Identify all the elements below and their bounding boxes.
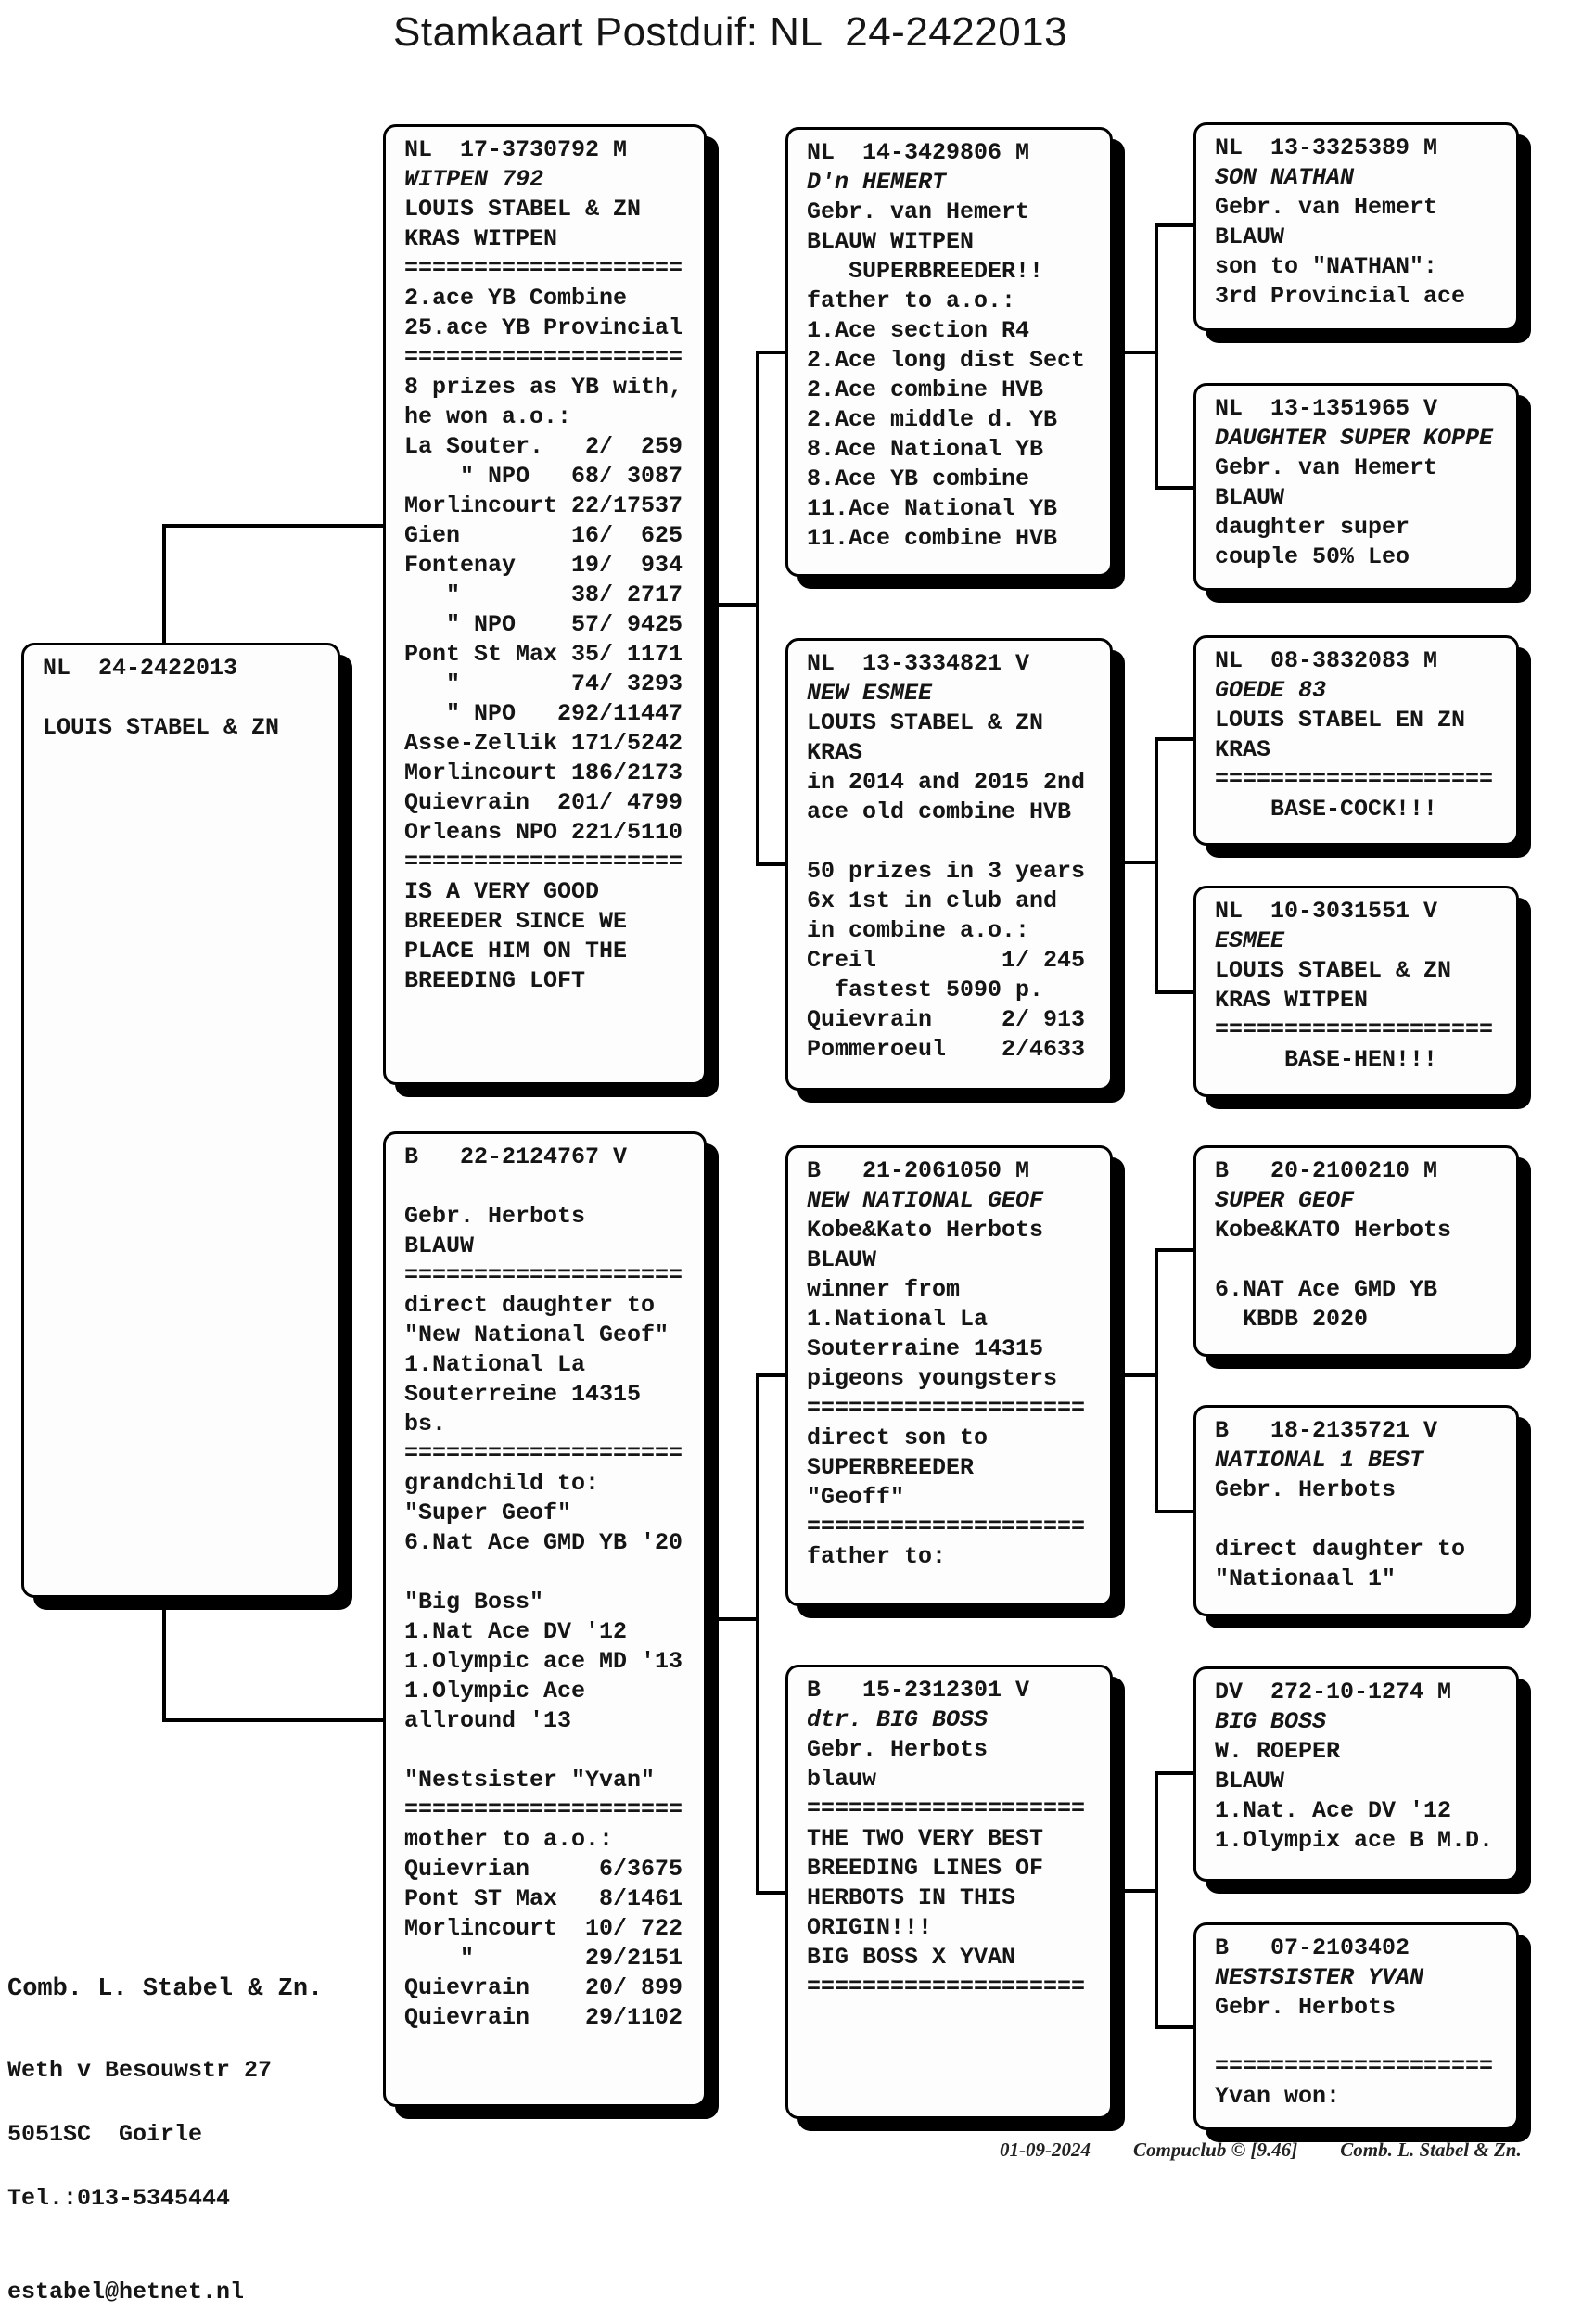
contact-address-city: 5051SC Goirle bbox=[7, 2121, 203, 2148]
connector-line bbox=[756, 1373, 787, 1377]
footer-owner: Comb. L. Stabel & Zn. bbox=[1340, 2139, 1522, 2161]
pedigree-line bbox=[1215, 1245, 1509, 1275]
connector-line bbox=[707, 603, 756, 607]
pedigree-line: " 74/ 3293 bbox=[404, 670, 683, 697]
pedigree-line: Gebr. van Hemert bbox=[1215, 194, 1438, 221]
pedigree-line: "Nestsister "Yvan" bbox=[404, 1767, 656, 1794]
pedigree-line: ==================== bbox=[807, 1973, 1086, 2000]
pedigree-line: direct daughter to bbox=[404, 1292, 656, 1319]
connector-line bbox=[1113, 351, 1155, 354]
pedigree-line: in 2014 and 2015 2nd bbox=[807, 769, 1086, 796]
pedigree-line: father to a.o.: bbox=[807, 287, 1016, 314]
pedigree-line: ==================== bbox=[1215, 766, 1494, 793]
pedigree-line: Gebr. Herbots bbox=[1215, 1476, 1397, 1503]
pedigree-line: BLAUW bbox=[1215, 484, 1285, 511]
pedigree-line: 6.NAT Ace GMD YB bbox=[1215, 1276, 1438, 1303]
pedigree-line: BLAUW bbox=[404, 1232, 475, 1259]
pedigree-line: 8.Ace National YB bbox=[807, 436, 1044, 463]
pedigree-box-subject bbox=[21, 643, 340, 1598]
pedigree-line: Morlincourt 22/17537 bbox=[404, 492, 683, 519]
pedigree-line: pigeons youngsters bbox=[807, 1365, 1058, 1392]
pedigree-line: daughter super bbox=[1215, 514, 1410, 541]
pedigree-line: PLACE HIM ON THE bbox=[404, 938, 628, 964]
pedigree-line: Quievrain 2/ 913 bbox=[807, 1006, 1086, 1033]
pedigree-line: GOEDE 83 bbox=[1215, 677, 1327, 704]
pedigree-line: Gebr. van Hemert bbox=[807, 198, 1030, 225]
pedigree-line: dtr. BIG BOSS bbox=[807, 1706, 989, 1733]
pedigree-line: direct daughter to bbox=[1215, 1536, 1466, 1563]
pedigree-line: La Souter. 2/ 259 bbox=[404, 433, 683, 460]
pedigree-line: couple 50% Leo bbox=[1215, 543, 1410, 570]
connector-line bbox=[756, 351, 759, 866]
pedigree-line: B 22-2124767 V bbox=[404, 1143, 628, 1170]
pedigree-line: 8.Ace YB combine bbox=[807, 466, 1030, 492]
pedigree-line: 11.Ace National YB bbox=[807, 495, 1058, 522]
pedigree-line: 25.ace YB Provincial bbox=[404, 314, 683, 341]
connector-line bbox=[756, 1373, 759, 1895]
pedigree-box-greatgrandparent-2 bbox=[1193, 383, 1519, 591]
pedigree-line: winner from bbox=[807, 1276, 961, 1303]
connector-line bbox=[756, 862, 787, 866]
pedigree-line: LOUIS STABEL & ZN bbox=[404, 196, 642, 223]
pedigree-line: NL 14-3429806 M bbox=[807, 139, 1030, 166]
pedigree-line: SUPER GEOF bbox=[1215, 1187, 1355, 1214]
pedigree-line: 1.Olympic ace MD '13 bbox=[404, 1648, 683, 1675]
pedigree-box-greatgrandparent-1 bbox=[1193, 122, 1519, 331]
pedigree-line: ==================== bbox=[807, 1395, 1086, 1422]
pedigree-line: Quievrain 29/1102 bbox=[404, 2004, 683, 2031]
pedigree-box-greatgrandparent-7 bbox=[1193, 1666, 1519, 1882]
pedigree-box-grandfather-maternal bbox=[785, 1145, 1113, 1606]
pedigree-line: Pont ST Max 8/1461 bbox=[404, 1885, 683, 1912]
connector-line bbox=[1113, 861, 1155, 864]
pedigree-line: BASE-HEN!!! bbox=[1215, 1046, 1438, 1073]
pedigree-line: NL 24-2422013 bbox=[43, 655, 238, 682]
pedigree-line: 1.National La bbox=[404, 1351, 586, 1378]
connector-line bbox=[1155, 1248, 1158, 1513]
pedigree-line: Fontenay 19/ 934 bbox=[404, 552, 683, 579]
pedigree-line: NEW ESMEE bbox=[807, 680, 933, 707]
pedigree-line: " 29/2151 bbox=[404, 1945, 683, 1972]
pedigree-line: 2.Ace middle d. YB bbox=[807, 406, 1058, 433]
pedigree-line: KRAS bbox=[807, 739, 863, 766]
pedigree-line: DV 272-10-1274 M bbox=[1215, 1679, 1452, 1705]
pedigree-line: B 18-2135721 V bbox=[1215, 1417, 1438, 1444]
pedigree-line: "Super Geof" bbox=[404, 1500, 572, 1526]
pedigree-line: NL 13-3325389 M bbox=[1215, 134, 1438, 161]
pedigree-line: KRAS bbox=[1215, 736, 1271, 763]
pedigree-line: ==================== bbox=[1215, 2053, 1494, 2080]
connector-line bbox=[1155, 1510, 1193, 1513]
pedigree-line: son to "NATHAN": bbox=[1215, 253, 1438, 280]
pedigree-line: Pommeroeul 2/4633 bbox=[807, 1036, 1086, 1063]
pedigree-line: Gebr. Herbots bbox=[404, 1203, 586, 1230]
pedigree-line: 1.Olympix ace B M.D. bbox=[1215, 1827, 1494, 1854]
pedigree-line: 1.Ace section R4 bbox=[807, 317, 1030, 344]
pedigree-line: 11.Ace combine HVB bbox=[807, 525, 1058, 552]
pedigree-line: Gien 16/ 625 bbox=[404, 522, 683, 549]
pedigree-line: B 21-2061050 M bbox=[807, 1157, 1030, 1184]
pedigree-line: " NPO 292/11447 bbox=[404, 700, 683, 727]
pedigree-line: allround '13 bbox=[404, 1707, 572, 1734]
pedigree-line bbox=[404, 1172, 696, 1202]
pedigree-line: Quievrian 6/3675 bbox=[404, 1856, 683, 1883]
connector-line bbox=[1155, 1248, 1193, 1252]
pedigree-line: "New National Geof" bbox=[404, 1322, 670, 1348]
pedigree-box-grandmother-paternal bbox=[785, 638, 1113, 1091]
pedigree-line: NEW NATIONAL GEOF bbox=[807, 1187, 1044, 1214]
pedigree-line: BLAUW bbox=[807, 1246, 877, 1273]
pedigree-line: THE TWO VERY BEST bbox=[807, 1825, 1044, 1852]
connector-line bbox=[162, 524, 166, 646]
pedigree-line: 3rd Provincial ace bbox=[1215, 283, 1466, 310]
pedigree-box-father bbox=[383, 124, 707, 1085]
pedigree-line bbox=[404, 1736, 696, 1766]
pedigree-line: in combine a.o.: bbox=[807, 917, 1030, 944]
pedigree-line: LOUIS STABEL & ZN bbox=[807, 709, 1044, 736]
pedigree-line: WITPEN 792 bbox=[404, 166, 544, 193]
pedigree-line: BIG BOSS X YVAN bbox=[807, 1944, 1016, 1971]
pedigree-line: 2.Ace combine HVB bbox=[807, 377, 1044, 403]
pedigree-line: Gebr. Herbots bbox=[807, 1736, 989, 1763]
pedigree-line: ==================== bbox=[404, 1440, 683, 1467]
pedigree-line: mother to a.o.: bbox=[404, 1826, 614, 1853]
pedigree-line: Souterraine 14315 bbox=[807, 1335, 1044, 1362]
pedigree-line: fastest 5090 p. bbox=[807, 977, 1044, 1003]
connector-line bbox=[1155, 737, 1193, 741]
pedigree-line: ==================== bbox=[807, 1513, 1086, 1540]
pedigree-line: NL 08-3832083 M bbox=[1215, 647, 1438, 674]
pedigree-box-grandfather-paternal bbox=[785, 127, 1113, 577]
contact-address-street: Weth v Besouwstr 27 bbox=[7, 2057, 273, 2084]
pedigree-line: ==================== bbox=[404, 1262, 683, 1289]
connector-line bbox=[1155, 223, 1193, 227]
pedigree-line: ESMEE bbox=[1215, 927, 1285, 954]
contact-block bbox=[7, 1940, 323, 2324]
pedigree-line: NL 13-3334821 V bbox=[807, 650, 1030, 677]
connector-line bbox=[162, 1596, 166, 1722]
pedigree-line: NL 13-1351965 V bbox=[1215, 395, 1438, 422]
pedigree-line: IS A VERY GOOD bbox=[404, 878, 600, 905]
page-title: Stamkaart Postduif: NL 24-2422013 bbox=[393, 9, 1068, 55]
pedigree-line: Morlincourt 186/2173 bbox=[404, 760, 683, 786]
pedigree-line bbox=[1215, 2023, 1509, 2052]
connector-line bbox=[707, 1617, 756, 1621]
pedigree-line: 1.Nat Ace DV '12 bbox=[404, 1618, 628, 1645]
pedigree-line bbox=[404, 1558, 696, 1588]
pedigree-box-greatgrandparent-6 bbox=[1193, 1405, 1519, 1616]
pedigree-line: DAUGHTER SUPER KOPPE bbox=[1215, 425, 1494, 452]
pedigree-line bbox=[43, 683, 330, 713]
pedigree-line: 8 prizes as YB with, bbox=[404, 374, 683, 401]
pedigree-line: 2.ace YB Combine bbox=[404, 285, 628, 312]
pedigree-line: BLAUW WITPEN bbox=[807, 228, 975, 255]
pedigree-line: NL 17-3730792 M bbox=[404, 136, 628, 163]
pedigree-box-mother bbox=[383, 1131, 707, 2107]
footer-date: 01-09-2024 bbox=[1000, 2139, 1091, 2161]
pedigree-line: 6.Nat Ace GMD YB '20 bbox=[404, 1529, 683, 1556]
pedigree-line: "Nationaal 1" bbox=[1215, 1565, 1397, 1592]
connector-line bbox=[1113, 1889, 1155, 1893]
pedigree-line: Gebr. van Hemert bbox=[1215, 454, 1438, 481]
pedigree-line: LOUIS STABEL & ZN bbox=[1215, 957, 1452, 984]
pedigree-line: 2.Ace long dist Sect bbox=[807, 347, 1086, 374]
pedigree-line: BREEDING LINES OF bbox=[807, 1855, 1044, 1882]
connector-line bbox=[756, 1891, 787, 1895]
pedigree-line: Orleans NPO 221/5110 bbox=[404, 819, 683, 846]
pedigree-line bbox=[1215, 1505, 1509, 1535]
pedigree-line: " NPO 57/ 9425 bbox=[404, 611, 683, 638]
pedigree-line: ==================== bbox=[404, 849, 683, 875]
pedigree-line: B 15-2312301 V bbox=[807, 1677, 1030, 1704]
contact-phone: Tel.:013-5345444 bbox=[7, 2185, 231, 2212]
pedigree-line: BREEDER SINCE WE bbox=[404, 908, 628, 935]
connector-line bbox=[1155, 1771, 1193, 1775]
pedigree-line: SON NATHAN bbox=[1215, 164, 1355, 191]
pedigree-line: Kobe&KATO Herbots bbox=[1215, 1217, 1452, 1244]
pedigree-line: 50 prizes in 3 years bbox=[807, 858, 1086, 885]
pedigree-line: ORIGIN!!! bbox=[807, 1914, 933, 1941]
pedigree-line: Asse-Zellik 171/5242 bbox=[404, 730, 683, 757]
pedigree-line: Quievrain 20/ 899 bbox=[404, 1974, 683, 2001]
pedigree-line: NESTSISTER YVAN bbox=[1215, 1964, 1424, 1991]
pedigree-line: "Geoff" bbox=[807, 1484, 905, 1511]
pedigree-line: " 38/ 2717 bbox=[404, 581, 683, 608]
pedigree-line: 1.Olympic Ace bbox=[404, 1678, 586, 1705]
pedigree-line: BLAUW bbox=[1215, 223, 1285, 250]
connector-line bbox=[756, 351, 787, 354]
pedigree-box-greatgrandparent-4 bbox=[1193, 886, 1519, 1097]
pedigree-line: NATIONAL 1 BEST bbox=[1215, 1447, 1424, 1474]
pedigree-line: Souterreine 14315 bbox=[404, 1381, 642, 1408]
footer bbox=[1000, 2139, 1522, 2162]
pedigree-line: he won a.o.: bbox=[404, 403, 572, 430]
pedigree-line: father to: bbox=[807, 1543, 947, 1570]
pedigree-line bbox=[807, 827, 1103, 857]
pedigree-box-greatgrandparent-5 bbox=[1193, 1145, 1519, 1357]
connector-line bbox=[1113, 1373, 1155, 1377]
pedigree-line: LOUIS STABEL EN ZN bbox=[1215, 707, 1466, 734]
pedigree-line: grandchild to: bbox=[404, 1470, 600, 1497]
pedigree-line: "Big Boss" bbox=[404, 1589, 544, 1615]
pedigree-line: KBDB 2020 bbox=[1215, 1306, 1369, 1333]
pedigree-line: LOUIS STABEL & ZN bbox=[43, 714, 280, 741]
pedigree-line: 1.National La bbox=[807, 1306, 989, 1333]
pedigree-line: Quievrain 201/ 4799 bbox=[404, 789, 683, 816]
pedigree-line: D'n HEMERT bbox=[807, 169, 947, 196]
pedigree-line: BREEDING LOFT bbox=[404, 967, 586, 994]
connector-line bbox=[162, 524, 387, 528]
pedigree-box-greatgrandparent-8 bbox=[1193, 1922, 1519, 2130]
pedigree-line: Pont St Max 35/ 1171 bbox=[404, 641, 683, 668]
footer-program: Compuclub © [9.46] bbox=[1133, 2139, 1298, 2161]
pedigree-box-greatgrandparent-3 bbox=[1193, 635, 1519, 846]
pedigree-line: 6x 1st in club and bbox=[807, 887, 1058, 914]
connector-line bbox=[1155, 486, 1193, 490]
pedigree-line: B 07-2103402 bbox=[1215, 1935, 1410, 1961]
pedigree-line: ==================== bbox=[1215, 1016, 1494, 1043]
contact-email: estabel@hetnet.nl bbox=[7, 2279, 245, 2305]
pedigree-line: BIG BOSS bbox=[1215, 1708, 1327, 1735]
pedigree-line: NL 10-3031551 V bbox=[1215, 898, 1438, 925]
pedigree-line: blauw bbox=[807, 1766, 877, 1793]
pedigree-line: " NPO 68/ 3087 bbox=[404, 463, 683, 490]
pedigree-line: Yvan won: bbox=[1215, 2083, 1341, 2110]
connector-line bbox=[1155, 1771, 1158, 2029]
pedigree-line: ==================== bbox=[404, 255, 683, 282]
connector-line bbox=[1155, 223, 1158, 490]
pedigree-line: Creil 1/ 245 bbox=[807, 947, 1086, 974]
pedigree-line: B 20-2100210 M bbox=[1215, 1157, 1438, 1184]
pedigree-box-grandmother-maternal bbox=[785, 1665, 1113, 2119]
pedigree-line: ==================== bbox=[404, 344, 683, 371]
pedigree-line: 1.Nat. Ace DV '12 bbox=[1215, 1797, 1452, 1824]
pedigree-line: HERBOTS IN THIS bbox=[807, 1884, 1016, 1911]
pedigree-line: Kobe&Kato Herbots bbox=[807, 1217, 1044, 1244]
pedigree-line: Gebr. Herbots bbox=[1215, 1994, 1397, 2021]
pedigree-line: SUPERBREEDER bbox=[807, 1454, 975, 1481]
pedigree-line: ==================== bbox=[807, 1795, 1086, 1822]
pedigree-line: ==================== bbox=[404, 1796, 683, 1823]
pedigree-line: BLAUW bbox=[1215, 1768, 1285, 1794]
pedigree-line: KRAS WITPEN bbox=[404, 225, 558, 252]
contact-company: Comb. L. Stabel & Zn. bbox=[7, 1975, 324, 2003]
pedigree-line: Morlincourt 10/ 722 bbox=[404, 1915, 683, 1942]
connector-line bbox=[1155, 2025, 1193, 2029]
pedigree-line: ace old combine HVB bbox=[807, 798, 1072, 825]
pedigree-line: W. ROEPER bbox=[1215, 1738, 1341, 1765]
connector-line bbox=[1155, 990, 1193, 994]
pedigree-line: direct son to bbox=[807, 1424, 989, 1451]
pedigree-line: BASE-COCK!!! bbox=[1215, 796, 1438, 823]
connector-line bbox=[1155, 737, 1158, 994]
pedigree-line: bs. bbox=[404, 1411, 447, 1437]
pedigree-line: KRAS WITPEN bbox=[1215, 987, 1369, 1014]
pedigree-line: SUPERBREEDER!! bbox=[807, 258, 1044, 285]
connector-line bbox=[162, 1718, 387, 1722]
